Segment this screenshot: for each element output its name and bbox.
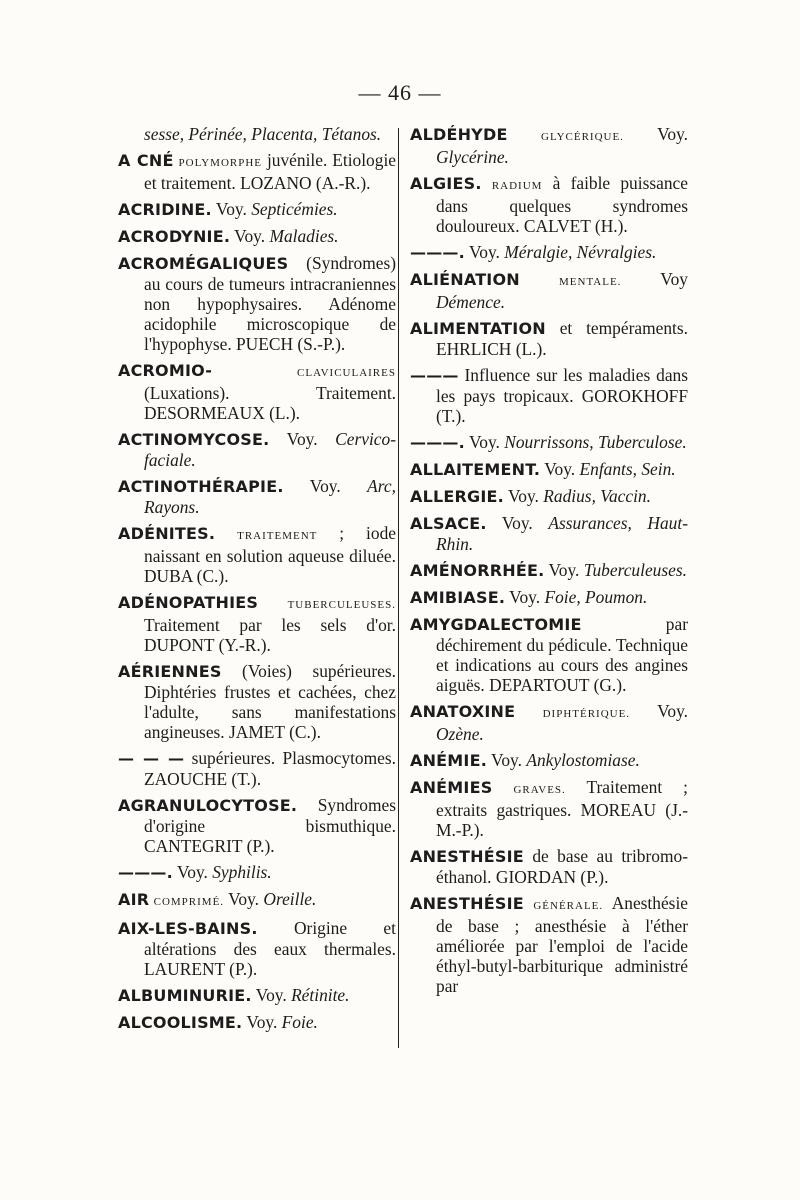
entry-text: Voy (660, 269, 688, 289)
entry-text: Voy. (501, 513, 533, 533)
entry-qualifier: COMPRIMÉ. (153, 896, 225, 908)
index-entry (410, 614, 688, 695)
entry-heading: ACRIDINE. (118, 200, 212, 219)
entry-heading: ALIÉNATION (410, 270, 520, 289)
index-entry (410, 173, 688, 236)
entry-text: Voy. (468, 242, 500, 262)
index-entry (118, 253, 396, 354)
index-entry (118, 889, 396, 912)
entry-heading: ANÉMIES (410, 778, 493, 797)
entry-qualifier: GÉNÉRALE. (533, 900, 604, 912)
entry-heading: ACROMÉGALIQUES (118, 254, 289, 273)
entry-reference: Ozène. (436, 724, 484, 744)
entry-reference: Tuberculeuses. (583, 560, 687, 580)
entry-heading: A CNÉ (118, 151, 174, 170)
index-entry (118, 150, 396, 193)
index-entry (410, 459, 688, 480)
entry-reference: Maladies. (269, 226, 339, 246)
index-entry (118, 862, 396, 883)
index-entry (118, 1012, 396, 1033)
entry-text: (Luxations). Traitement. DESORMEAUX (L.). (144, 383, 396, 423)
entry-heading: ALDÉHYDE (410, 125, 508, 144)
index-entry (410, 124, 688, 167)
entry-heading: ALSACE. (410, 514, 487, 533)
entry-text: Traitement ; extraits gastriques. MOREAU (J.-M.-P.). (436, 777, 688, 840)
entry-reference: Radius, Vaccin. (543, 486, 651, 506)
entry-heading: ANÉMIE. (410, 751, 487, 770)
entry-qualifier: MENTALE. (559, 276, 622, 288)
entry-reference: Arc, Rayons. (144, 476, 396, 517)
entry-text: Voy. (657, 124, 688, 144)
entry-text: Voy. (215, 199, 247, 219)
entry-heading: ACRODYNIE. (118, 227, 231, 246)
entry-heading: ALIMENTATION (410, 319, 546, 338)
page-number: — 46 — (358, 80, 442, 105)
entry-reference: Assurances, Haut-Rhin. (436, 513, 688, 554)
entry-qualifier: TRAITEMENT (237, 530, 318, 542)
entry-text: et tempéraments. EHRLICH (L.). (436, 318, 688, 359)
entry-text: Voy. (255, 985, 287, 1005)
entry-reference: Nourrissons, Tuberculose. (504, 432, 687, 452)
entry-heading: ACTINOMYCOSE. (118, 430, 270, 449)
entry-text: (Voies) supérieures. Diphtéries frustes et cachées, chez l'adulte, sans manifestations angineuses. JAMET (C.). (144, 661, 396, 742)
entry-heading: ACTINOTHÉRAPIE. (118, 477, 284, 496)
entry-heading: ALGIES. (410, 174, 482, 193)
index-entry (118, 199, 396, 220)
index-entry (118, 918, 396, 979)
entry-heading: ALLAITEMENT. (410, 460, 541, 479)
entry-reference: Méralgie, Névralgies. (504, 242, 657, 262)
index-entry (410, 701, 688, 744)
entry-heading: ALLERGIE. (410, 487, 504, 506)
left-column (118, 124, 396, 1039)
entry-qualifier: GRAVES. (513, 784, 566, 796)
entry-qualifier: POLYMORPHE (178, 157, 263, 169)
entry-text: juvénile. Etiologie et traitement. LOZANO (A.-R.). (144, 150, 397, 193)
entry-reference: Septicémies. (251, 199, 338, 219)
entry-heading: ALCOOLISME. (118, 1013, 243, 1032)
entry-heading: ALBUMINURIE. (118, 986, 252, 1005)
index-entry (410, 750, 688, 771)
index-entry (410, 560, 688, 581)
entry-text: Voy. (548, 560, 580, 580)
index-entry (410, 846, 688, 887)
index-entry (410, 269, 688, 312)
entry-text: Origine et altérations des eaux thermales. LAURENT (P.). (144, 918, 396, 979)
entry-reference: Foie. (281, 1012, 318, 1032)
entry-heading: ———. (118, 863, 173, 882)
index-entry (410, 318, 688, 359)
entry-reference: Rétinite. (291, 985, 350, 1005)
entry-heading: AMIBIASE. (410, 588, 506, 607)
index-entry (410, 513, 688, 554)
entry-reference: Glycérine. (436, 147, 509, 167)
index-entry (118, 429, 396, 470)
entry-qualifier: TUBERCULEUSES. (287, 599, 396, 611)
entry-heading: AIR (118, 890, 150, 909)
entry-text: Voy. (509, 587, 541, 607)
entry-text: Voy. (286, 429, 318, 449)
index-entry (118, 748, 396, 789)
index-entry (410, 486, 688, 507)
entry-text: Influence sur les maladies dans les pays tropicaux. GOROKHOFF (T.). (436, 365, 688, 426)
entry-heading: ADÉNOPATHIES (118, 593, 259, 612)
entry-reference: Oreille. (263, 889, 317, 909)
entry-text: Voy. (309, 476, 341, 496)
entry-qualifier: GLYCÉRIQUE. (541, 131, 624, 143)
entry-text: Anesthésie de base ; anesthésie à l'éther améliorée par l'emploi de l'acide éthyl-butyl-barbiturique administré par (436, 893, 688, 996)
entry-text: (Syndromes) au cours de tumeurs intracraniennes non hypophysaires. Adénome acidophile microscopique de l'hypophyse. PUECH (S.-P.). (144, 253, 396, 354)
entry-continuation: sesse, Périnée, Placenta, Tétanos. (144, 124, 382, 144)
entry-text: Voy. (234, 226, 266, 246)
column-divider (398, 128, 399, 1048)
entry-text: Voy. (507, 486, 539, 506)
index-entry (118, 476, 396, 517)
entry-heading: — — — (118, 749, 185, 768)
right-column (410, 124, 688, 1002)
entry-text: supérieures. Plasmocytomes. ZAOUCHE (T.). (144, 748, 396, 789)
entry-text: par déchirement du pédicule. Technique et indications au cours des angines aiguës. DEPARTOUT (G.). (436, 614, 688, 695)
entry-text: Voy. (468, 432, 500, 452)
index-entry (118, 124, 396, 144)
entry-heading: ANATOXINE (410, 702, 516, 721)
entry-heading: ACROMIO- (118, 361, 213, 380)
entry-heading: AMÉNORRHÉE. (410, 561, 545, 580)
entry-heading: AIX-LES-BAINS. (118, 919, 258, 938)
entry-heading: AGRANULOCYTOSE. (118, 796, 298, 815)
entry-qualifier: RADIUM (491, 180, 543, 192)
entry-text: ; iode naissant en solution aqueuse diluée. DUBA (C.). (144, 523, 396, 586)
entry-qualifier: DIPHTÉRIQUE. (542, 708, 631, 720)
index-entry (118, 226, 396, 247)
entry-qualifier: CLAVICULAIRES (297, 367, 396, 379)
index-entry (118, 523, 396, 586)
index-entry (118, 795, 396, 856)
entry-reference: Foie, Poumon. (544, 587, 648, 607)
entry-text: à faible puissance dans quelques syndromes douloureux. CALVET (H.). (436, 173, 688, 236)
index-entry (118, 661, 396, 742)
entry-text: Voy. (491, 750, 522, 770)
entry-text: de base au tribromo-éthanol. GIORDAN (P.). (436, 846, 688, 887)
entry-text: Voy. (176, 862, 208, 882)
entry-text: Voy. (228, 889, 260, 909)
entry-heading: ———. (410, 243, 465, 262)
index-entry (118, 360, 396, 423)
index-entry (410, 587, 688, 608)
entry-reference: Enfants, Sein. (579, 459, 676, 479)
entry-text: Voy. (246, 1012, 278, 1032)
entry-heading: ANESTHÉSIE (410, 847, 524, 866)
index-entry (118, 985, 396, 1006)
entry-heading: ADÉNITES. (118, 524, 216, 543)
entry-reference: Cervico-faciale. (144, 429, 396, 470)
index-entry (410, 365, 688, 426)
entry-heading: ——— (410, 366, 459, 385)
entry-reference: Ankylostomiase. (526, 750, 640, 770)
entry-heading: ANESTHÉSIE (410, 894, 524, 913)
entry-reference: Syphilis. (212, 862, 272, 882)
entry-heading: ———. (410, 433, 465, 452)
entry-text: Syndromes d'origine bismuthique. CANTEGRIT (P.). (144, 795, 396, 856)
entry-text: Traitement par les sels d'or. DUPONT (Y.-R.). (144, 615, 396, 655)
entry-heading: AMYGDALECTOMIE (410, 615, 582, 634)
entry-reference: Démence. (436, 292, 506, 312)
index-entry (410, 777, 688, 840)
index-entry (410, 893, 688, 996)
index-entry (410, 242, 688, 263)
index-entry (118, 592, 396, 655)
index-entry (410, 432, 688, 453)
entry-text: Voy. (657, 701, 688, 721)
entry-text: Voy. (544, 459, 576, 479)
entry-heading: AÉRIENNES (118, 662, 222, 681)
